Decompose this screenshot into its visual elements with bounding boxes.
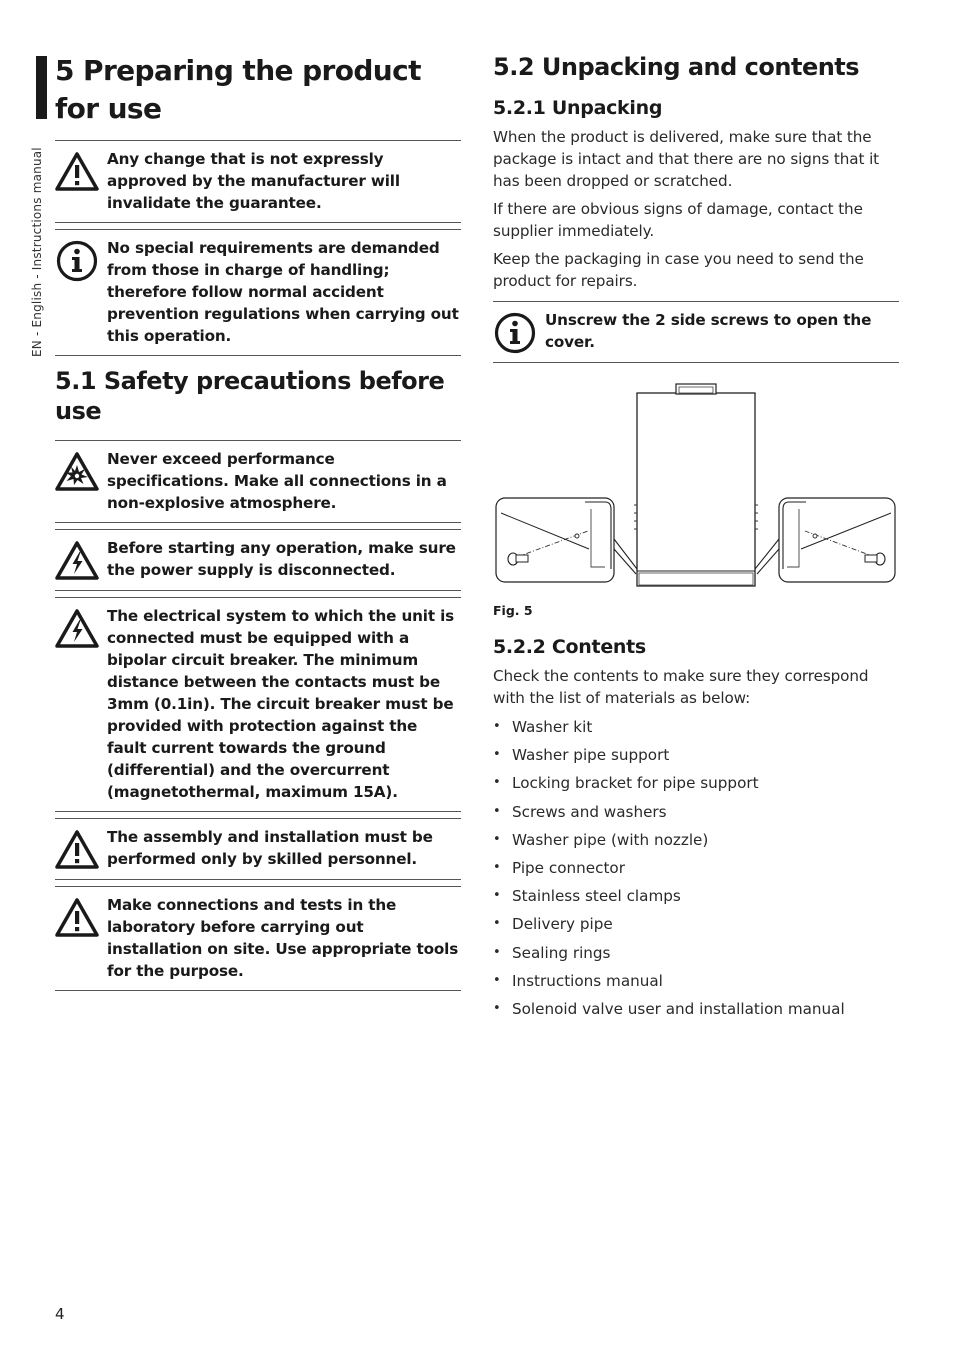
note-laboratory-tests (55, 886, 461, 991)
chapter-title: 5 Preparing the product for use (55, 54, 421, 125)
note-text: The assembly and installation must be performed only by skilled personnel. (107, 828, 433, 868)
note-side-screws (493, 301, 899, 363)
figure-caption: Fig. 5 (493, 603, 533, 618)
subsection-title-unpacking: 5.2.1 Unpacking (493, 97, 663, 119)
list-item: • Locking bracket for pipe support (493, 769, 899, 797)
list-item: • Washer kit (493, 713, 899, 741)
electric-warning-icon (55, 540, 99, 582)
side-label: EN - English - Instructions manual (30, 147, 44, 357)
list-item: • Stainless steel clamps (493, 882, 899, 910)
explosion-warning-icon (55, 451, 99, 493)
note-text: Never exceed performance specifications. Make all connections in a non-explosive atmosphere. (107, 450, 447, 512)
note-text: No special requirements are demanded from those in charge of handling; therefore follow normal accident prevention regulations when carrying out this operation. (107, 239, 459, 345)
note-handling (55, 229, 461, 356)
note-text: Before starting any operation, make sure the power supply is disconnected. (107, 539, 456, 579)
right-column (493, 52, 899, 1023)
subsection-title-contents: 5.2.2 Contents (493, 636, 646, 658)
info-icon (493, 312, 537, 354)
electric-warning-icon (55, 608, 99, 650)
note-power (55, 529, 461, 591)
contents-list (493, 713, 899, 1023)
product-cover-drawing (493, 379, 899, 589)
note-circuit-breaker (55, 597, 461, 812)
note-skilled-personnel (55, 818, 461, 880)
contents-intro: Check the contents to make sure they correspond with the list of materials as below: (493, 667, 869, 707)
note-explosion (55, 440, 461, 523)
paragraph: If there are obvious signs of damage, contact the supplier immediately. (493, 200, 863, 240)
page-number: 4 (55, 1305, 65, 1323)
list-item: • Washer pipe (with nozzle) (493, 826, 899, 854)
list-item: • Pipe connector (493, 854, 899, 882)
note-text: The electrical system to which the unit is connected must be equipped with a bipolar circuit breaker. The minimum distance between the contacts must be 3mm (0.1in). The circuit breaker must be provided with protection against the fault current towards the ground (differential) and the overcurrent (magnetothermal, maximum 15A). (107, 607, 455, 801)
info-icon (55, 240, 99, 282)
note-text: Any change that is not expressly approved by the manufacturer will invalidate the guarantee. (107, 150, 400, 212)
warning-icon (55, 829, 99, 871)
note-text: Unscrew the 2 side screws to open the cover. (545, 311, 872, 351)
warning-icon (55, 897, 99, 939)
note-text: Make connections and tests in the laboratory before carrying out installation on site. Use appropriate tools for the purpose. (107, 896, 459, 980)
figure-5-illustration (493, 379, 899, 589)
section-title-5-2: 5.2 Unpacking and contents (493, 53, 860, 81)
left-column (55, 52, 461, 997)
warning-icon (55, 151, 99, 193)
paragraph: When the product is delivered, make sure that the package is intact and that there are no signs that it has been dropped or scratched. (493, 128, 880, 190)
paragraph: Keep the packaging in case you need to send the product for repairs. (493, 250, 864, 290)
list-item: • Instructions manual (493, 967, 899, 995)
note-guarantee (55, 140, 461, 223)
list-item: • Delivery pipe (493, 910, 899, 938)
section-title-5-1: 5.1 Safety precautions before use (55, 367, 445, 425)
list-item: • Solenoid valve user and installation manual (493, 995, 899, 1023)
list-item: • Screws and washers (493, 798, 899, 826)
list-item: • Washer pipe support (493, 741, 899, 769)
chapter-bar (36, 56, 47, 119)
list-item: • Sealing rings (493, 939, 899, 967)
